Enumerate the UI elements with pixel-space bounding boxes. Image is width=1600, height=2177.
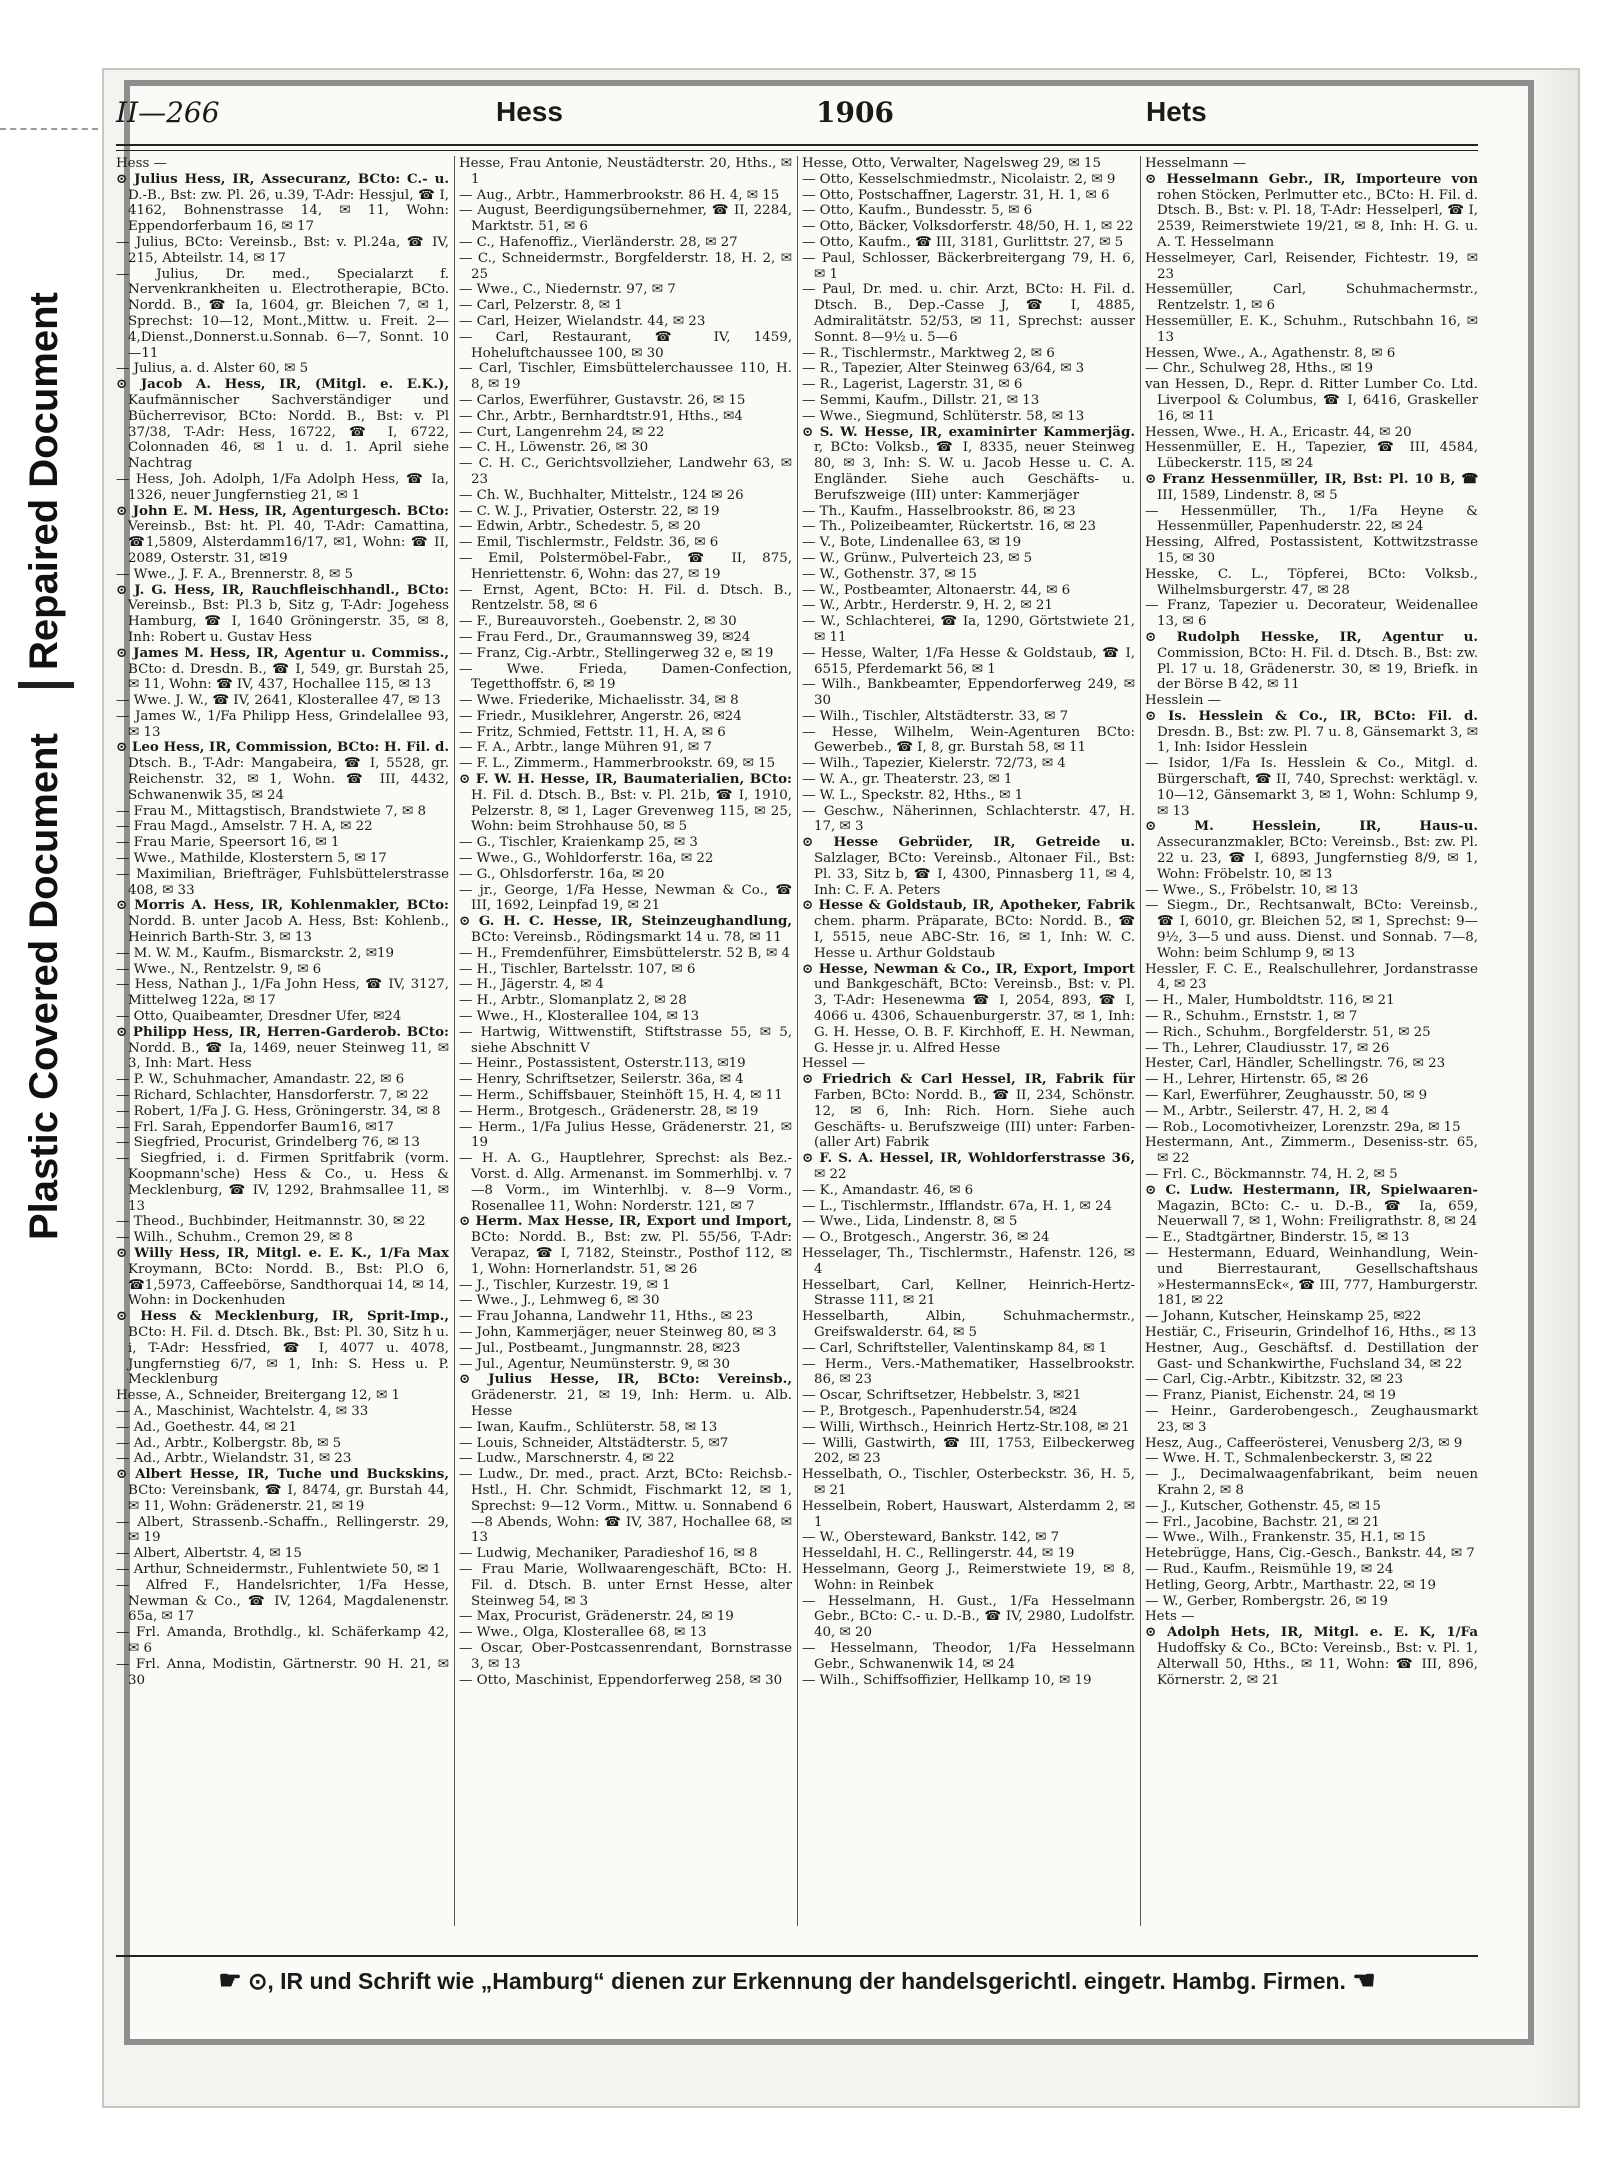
directory-entry: — Herm., Schiffsbauer, Steinhöft 15, H. 4, ✉ 11 — [459, 1088, 783, 1104]
directory-entry: Hestner, Aug., Geschäftsf. d. Destillation der Gast- und Schankwirthe, Fuchsland 34, ✉ 22 — [1145, 1340, 1478, 1372]
directory-entry: ⊙ James M. Hess, IR, Agentur u. Commiss., BCto: d. Dresdn. B., ☎ I, 549, gr. Burstah 25, ✉ 11, Wohn: ☎ IV, 437, Hochallee 115, ✉ 13 — [116, 644, 449, 693]
directory-entry: — John, Kammerjäger, neuer Steinweg 80, ✉ 3 — [459, 1324, 777, 1340]
directory-entry: — Carl, Tischler, Eimsbüttelerchaussee 110, H. 8, ✉ 19 — [459, 361, 792, 393]
directory-entry: — H., Arbtr., Slomanplatz 2, ✉ 28 — [459, 993, 687, 1009]
directory-entry: — Willi, Gastwirth, ☎ III, 1753, Eilbeckerweg 202, ✉ 23 — [802, 1435, 1135, 1467]
directory-entry: — Hessenmüller, Th., 1/Fa Heyne & Hessenmüller, Papenhuderstr. 22, ✉ 24 — [1145, 503, 1478, 535]
directory-entry: — Julius, BCto: Vereinsb., Bst: v. Pl.24a, ☎ IV, 215, Abteilstr. 14, ✉ 17 — [116, 234, 449, 266]
directory-entry: van Hessen, D., Repr. d. Ritter Lumber Co. Ltd. Liverpool & Columbus, ☎ I, 6416, Graskeller 16, ✉ 11 — [1145, 377, 1478, 424]
directory-entry: — Siegfried, Procurist, Grindelberg 76, ✉ 13 — [116, 1135, 420, 1151]
directory-entry: — Johann, Kutscher, Heinskamp 25, ✉22 — [1145, 1309, 1422, 1325]
directory-entry: — Hestermann, Eduard, Weinhandlung, Wein- und Bierrestaurant, Gesellschaftshaus »HestermannsEck«, ☎ III, 777, Hamburgerstr. 181, ✉ 22 — [1145, 1245, 1478, 1309]
directory-entry: Hesslein — — [1145, 693, 1222, 709]
pointing-hand-right-icon: ☚ — [1352, 1965, 1376, 1995]
directory-entry: Hessemüller, E. K., Schuhm., Rutschbahn 16, ✉ 13 — [1145, 313, 1478, 345]
page-number: II—266 — [116, 96, 220, 129]
directory-entry: — Hesse, Walter, 1/Fa Hesse & Goldstaub, ☎ I, 6515, Pferdemarkt 56, ✉ 1 — [802, 645, 1135, 677]
directory-entry: — Wwe., S., Fröbelstr. 10, ✉ 13 — [1145, 882, 1359, 898]
directory-entry: — Wwe., Wilh., Frankenstr. 35, H.1, ✉ 15 — [1145, 1530, 1426, 1546]
directory-entry: — Emil, Tischlermstr., Feldstr. 36, ✉ 6 — [459, 535, 719, 551]
directory-entry: — Rob., Locomotivheizer, Lorenzstr. 29a, ✉ 15 — [1145, 1119, 1461, 1135]
directory-entry: — R., Tischlermstr., Marktweg 2, ✉ 6 — [802, 345, 1055, 361]
directory-entry: — R., Lagerist, Lagerstr. 31, ✉ 6 — [802, 377, 1023, 393]
directory-entry: ⊙ Morris A. Hess, IR, Kohlenmakler, BCto: Nordd. B. unter Jacob A. Hess, Bst: Kohlenb., Heinrich Barth-Str. 3, ✉ 13 — [116, 897, 449, 946]
directory-entry: ⊙ Friedrich & Carl Hessel, IR, Fabrik für Farben, BCto: Nordd. B., ☎ II, 234, Schönstr. 12, ✉ 6, Inh: Rich. Horn. Siehe auch Geschäfts- u. Berufszweige (III) unter: Farben- (aller Art) Fabrik — [802, 1071, 1135, 1151]
directory-entry: Hesske, C. L., Töpferei, BCto: Volksb., Wilhelmsburgerstr. 47, ✉ 28 — [1145, 566, 1478, 598]
directory-entry: — Wwe., Siegmund, Schlüterstr. 58, ✉ 13 — [802, 408, 1085, 424]
footer-note: ⊙, IR und Schrift wie „Hamburg“ dienen zur Erkennung der handelsgerichtl. eingetr. Hambg. Firmen. — [248, 1968, 1346, 1994]
directory-entry: Hesselager, Th., Tischlermstr., Hafenstr. 126, ✉ 4 — [802, 1245, 1135, 1277]
directory-entry: — L., Tischlermstr., Ifflandstr. 67a, H. 1, ✉ 24 — [802, 1198, 1113, 1214]
directory-entry: — Frau Johanna, Landwehr 11, Hths., ✉ 23 — [459, 1309, 754, 1325]
directory-entry: — Carl, Pelzerstr. 8, ✉ 1 — [459, 298, 623, 314]
directory-entry: — C. H., Löwenstr. 26, ✉ 30 — [459, 440, 649, 456]
directory-entry: — Franz, Cig.-Arbtr., Stellingerweg 32 e, ✉ 19 — [459, 645, 774, 661]
directory-entry: — Wwe., H., Klosterallee 104, ✉ 13 — [459, 1009, 700, 1025]
directory-entry: — Arthur, Schneidermstr., Fuhlentwiete 50, ✉ 1 — [116, 1561, 441, 1577]
label-divider — [18, 682, 74, 688]
directory-entry: — Ad., Arbtr., Wielandstr. 31, ✉ 23 — [116, 1451, 352, 1467]
directory-entry: — Aug., Arbtr., Hammerbrookstr. 86 H. 4, ✉ 15 — [459, 187, 780, 203]
directory-entry: Hesseldahl, H. C., Rellingerstr. 44, ✉ 19 — [802, 1546, 1075, 1562]
directory-entry: — Wilh., Schiffsoffizier, Hellkamp 10, ✉ 19 — [802, 1672, 1092, 1688]
directory-entry: ⊙ F. W. H. Hesse, IR, Baumaterialien, BCto: H. Fil. d. Dtsch. B., Bst: v. Pl. 21b, ☎ I, 1910, Pelzerstr. 8, ✉ 1, Lager Grevenweg 115, ✉ 25, Wohn: beim Strohhause 50, ✉ 5 — [459, 771, 792, 835]
directory-entry: — Frl. Anna, Modistin, Gärtnerstr. 90 H. 21, ✉ 30 — [116, 1656, 449, 1688]
directory-entry: — James W., 1/Fa Philipp Hess, Grindelallee 93, ✉ 13 — [116, 708, 449, 740]
directory-entry: Hessing, Alfred, Postassistent, Kottwitzstrasse 15, ✉ 30 — [1145, 535, 1478, 566]
directory-entry: — Wwe., J. F. A., Brennerstr. 8, ✉ 5 — [116, 566, 354, 582]
directory-entry: — Siegm., Dr., Rechtsanwalt, BCto: Vereinsb., ☎ I, 6010, gr. Bleichen 52, ✉ 1, Sprechst: 9—9½, 3—5 und auss. Dienst. und Sonnab. 7—8, Wohn: beim Schlump 9, ✉ 13 — [1145, 898, 1478, 961]
directory-entry: — Frl. C., Böckmannstr. 74, H. 2, ✉ 5 — [1145, 1167, 1398, 1182]
directory-entry: — Ludwig, Mechaniker, Paradieshof 16, ✉ 8 — [459, 1546, 758, 1562]
directory-entry: — Frau Marie, Wollwaarengeschäft, BCto: H. Fil. d. Dtsch. B. unter Ernst Hesse, alter Steinweg 54, ✉ 3 — [459, 1561, 792, 1609]
directory-entry: — Wwe., N., Rentzelstr. 9, ✉ 6 — [116, 961, 322, 977]
directory-entry: — Wwe., Olga, Klosterallee 68, ✉ 13 — [459, 1625, 707, 1641]
directory-entry: Hessen, Wwe., H. A., Ericastr. 44, ✉ 20 — [1145, 424, 1412, 440]
directory-entry: Hesselbart, Carl, Kellner, Heinrich-Hertz-Strasse 111, ✉ 21 — [802, 1277, 1135, 1309]
directory-entry: — Hess, Nathan J., 1/Fa John Hess, ☎ IV, 3127, Mittelweg 122a, ✉ 17 — [116, 977, 449, 1009]
directory-entry: Hesselbein, Robert, Hauswart, Alsterdamm 2, ✉ 1 — [802, 1498, 1135, 1530]
directory-entry: — R., Tapezier, Alter Steinweg 63/64, ✉ 3 — [802, 361, 1085, 377]
directory-entry: — Frau M., Mittagstisch, Brandstwiete 7, ✉ 8 — [116, 803, 426, 819]
directory-entry: — Carl, Restaurant, ☎ IV, 1459, Hoheluftchaussee 100, ✉ 30 — [459, 329, 792, 361]
directory-entry: — H., Jägerstr. 4, ✉ 4 — [459, 977, 605, 993]
directory-entry: — Otto, Kesselschmiedmstr., Nicolaistr. 2, ✉ 9 — [802, 171, 1116, 187]
directory-entry: — Chr., Arbtr., Bernhardtstr.91, Hths., ✉4 — [459, 408, 743, 424]
directory-entry: Hess — — [116, 156, 167, 171]
directory-entry: ⊙ Franz Hessenmüller, IR, Bst: Pl. 10 B, ☎ III, 1589, Lindenstr. 8, ✉ 5 — [1145, 470, 1478, 503]
directory-entry: — Wilh., Bankbeamter, Eppendorferweg 249, ✉ 30 — [802, 677, 1135, 709]
directory-entry: — J., Decimalwaagenfabrikant, beim neuen Krahn 2, ✉ 8 — [1145, 1467, 1478, 1498]
directory-entry: — Wwe., J., Lehmweg 6, ✉ 30 — [459, 1293, 660, 1309]
directory-entry: — C., Schneidermstr., Borgfelderstr. 18, H. 2, ✉ 25 — [459, 250, 792, 282]
directory-entry: ⊙ Hess & Mecklenburg, IR, Sprit-Imp., BCto: H. Fil. d. Dtsch. Bk., Bst: Pl. 30, Sitz h u. i, T-Adr: Hessfried, ☎ I, 4077 u. 4078, Jungfernstieg 6/7, ✉ 1, Inh: S. Hess u. P. Mecklenburg — [116, 1308, 449, 1388]
directory-entry: — A., Maschinist, Wachtelstr. 4, ✉ 33 — [116, 1403, 369, 1419]
directory-entry: — Albert, Albertstr. 4, ✉ 15 — [116, 1546, 302, 1562]
directory-entry: — O., Brotgesch., Angerstr. 36, ✉ 24 — [802, 1230, 1050, 1246]
directory-entry: — Wwe. J. W., ☎ IV, 2641, Klosterallee 47, ✉ 13 — [116, 693, 441, 709]
directory-entry: ⊙ Leo Hess, IR, Commission, BCto: H. Fil. d. Dtsch. B., T-Adr: Mangabeira, ☎ I, 5528, gr. Reichenstr. 32, ✉ 1, Wohn. ☎ III, 4432, Schwanenwik 35, ✉ 24 — [116, 739, 449, 803]
directory-entry: — Ch. W., Buchhalter, Mittelstr., 124 ✉ 26 — [459, 487, 744, 503]
directory-entry: ⊙ F. S. A. Hessel, IR, Wohldorferstrasse 36, ✉ 22 — [802, 1150, 1135, 1182]
directory-entry: — Oscar, Schriftsetzer, Hebbelstr. 3, ✉21 — [802, 1388, 1082, 1404]
directory-entry: — W., Arbtr., Herderstr. 9, H. 2, ✉ 21 — [802, 598, 1053, 614]
directory-entry: — Wwe. Frieda, Damen-Confection, Tegetthoffstr. 6, ✉ 19 — [459, 661, 792, 693]
header-rule — [116, 144, 1478, 146]
directory-entry: — J., Tischler, Kurzestr. 19, ✉ 1 — [459, 1277, 671, 1293]
directory-entry: — Wilh., Tapezier, Kielerstr. 72/73, ✉ 4 — [802, 756, 1066, 772]
directory-entry: — Herm., 1/Fa Julius Hesse, Grädenerstr. 21, ✉ 19 — [459, 1119, 792, 1151]
directory-entry: Hessel — — [802, 1056, 866, 1072]
directory-entry: — Ludw., Marschnerstr. 4, ✉ 22 — [459, 1451, 675, 1467]
directory-entry: — Rud., Kaufm., Reismühle 19, ✉ 24 — [1145, 1561, 1394, 1577]
directory-entry: ⊙ Hesse & Goldstaub, IR, Apotheker, Fabrik chem. pharm. Präparate, BCto: Nordd. B., ☎ I, 5515, neue ABC-Str. 16, ✉ 1, Inh: W. C. Hesse u. Arthur Goldstaub — [802, 897, 1135, 961]
directory-entry: Hesselbath, O., Tischler, Osterbeckstr. 36, H. 5, ✉ 21 — [802, 1467, 1135, 1498]
directory-entry: — F. L., Zimmerm., Hammerbrookstr. 69, ✉ 15 — [459, 756, 776, 772]
directory-entry: — J., Kutscher, Gothenstr. 45, ✉ 15 — [1145, 1498, 1381, 1514]
directory-entry: — W., Gothenstr. 37, ✉ 15 — [802, 566, 977, 582]
directory-entry: ⊙ Jacob A. Hess, IR, (Mitgl. e. E.K.), Kaufmännischer Sachverständiger und Bücherrevisor, BCto: Nordd. B., Bst: v. Pl 37/38, T-Adr: Hess, 16722, ☎ I, 6722, Colonnaden 46, ✉ 1 u. d. 1. April siehe Nachtrag — [116, 376, 449, 472]
directory-entry: — Wwe., C., Niedernstr. 97, ✉ 7 — [459, 282, 676, 298]
directory-entry: — Ad., Goethestr. 44, ✉ 21 — [116, 1419, 298, 1435]
directory-entry: Hessemüller, Carl, Schuhmachermstr., Rentzelstr. 1, ✉ 6 — [1145, 282, 1478, 314]
directory-entry: — W., Gerber, Rombergstr. 26, ✉ 19 — [1145, 1593, 1388, 1609]
directory-entry: — Otto, Kaufm., Bundesstr. 5, ✉ 6 — [802, 203, 1033, 219]
directory-entry: — Franz, Pianist, Eichenstr. 24, ✉ 19 — [1145, 1388, 1396, 1404]
directory-entry: — Curt, Langenrehm 24, ✉ 22 — [459, 424, 665, 440]
column-1 — [116, 156, 449, 1926]
directory-entry: — E., Stadtgärtner, Binderstr. 15, ✉ 13 — [1145, 1230, 1410, 1246]
page-header — [116, 88, 1496, 142]
directory-entry: — Herm., Vers.-Mathematiker, Hasselbrookstr. 86, ✉ 23 — [802, 1356, 1135, 1388]
directory-entry: — G., Ohlsdorferstr. 16a, ✉ 20 — [459, 866, 665, 882]
directory-entry: — Heinr., Postassistent, Osterstr.113, ✉19 — [459, 1056, 746, 1072]
directory-entry: — Ernst, Agent, BCto: H. Fil. d. Dtsch. B., Rentzelstr. 58, ✉ 6 — [459, 582, 792, 614]
directory-entry: — Ludw., Dr. med., pract. Arzt, BCto: Reichsb.-Hstl., H. Chr. Schmidt, Fischmarkt 12, ✉ 1, Sprechst: 9—12 Vorm., Mittw. u. Sonnabend 6—8 Abends, Wohn: ☎ IV, 387, Hochallee 68, ✉ 13 — [459, 1467, 792, 1546]
directory-entry: — Paul, Schlosser, Bäckerbreitergang 79, H. 6, ✉ 1 — [802, 250, 1135, 282]
directory-entry: — Wwe., Mathilde, Klosterstern 5, ✉ 17 — [116, 851, 387, 867]
directory-entry: — Ad., Arbtr., Kolbergstr. 8b, ✉ 5 — [116, 1435, 342, 1451]
directory-entry: — M. W. M., Kaufm., Bismarckstr. 2, ✉19 — [116, 945, 394, 961]
directory-entry: — H., Lehrer, Hirtenstr. 65, ✉ 26 — [1145, 1072, 1369, 1088]
directory-entry: — F. A., Arbtr., lange Mühren 91, ✉ 7 — [459, 740, 712, 756]
directory-entry: — August, Beerdigungsübernehmer, ☎ II, 2284, Marktstr. 51, ✉ 6 — [459, 203, 792, 235]
directory-entry: ⊙ Julius Hesse, IR, BCto: Vereinsb., Grädenerstr. 21, ✉ 19, Inh: Herm. u. Alb. Hesse — [459, 1371, 792, 1419]
directory-entry: ⊙ Julius Hess, IR, Assecuranz, BCto: C.- u. D.-B., Bst: zw. Pl. 26, u.39, T-Adr: Hessjul, ☎ I, 4162, Bohnenstrasse 14, ✉ 11, Wohn: Eppendorferbaum 16, ✉ 17 — [116, 170, 449, 235]
directory-entry: — Emil, Polstermöbel-Fabr., ☎ II, 875, Henriettenstr. 6, Wohn: das 27, ✉ 19 — [459, 550, 792, 582]
directory-entry: — Frl. Sarah, Eppendorfer Baum16, ✉17 — [116, 1119, 394, 1135]
column-3 — [802, 156, 1135, 1926]
directory-entry: — Willi, Wirthsch., Heinrich Hertz-Str.108, ✉ 21 — [802, 1419, 1130, 1435]
directory-entry: ⊙ Adolph Hets, IR, Mitgl. e. E. K, 1/Fa Hudoffsky & Co., BCto: Vereinsb., Bst: v. Pl. 1, Alterwall 50, Hths., ✉ 11, Wohn: ☎ III, 896, Körnerstr. 2, ✉ 21 — [1145, 1624, 1478, 1688]
directory-entry: — Hartwig, Wittwenstift, Stiftstrasse 55, ✉ 5, siehe Abschnitt V — [459, 1024, 792, 1056]
directory-entry: Hesselmeyer, Carl, Reisender, Fichtestr. 19, ✉ 23 — [1145, 250, 1478, 282]
directory-entry: ⊙ J. G. Hess, IR, Rauchfleischhandl., BCto: Vereinsb., Bst: Pl.3 b, Sitz g, T-Adr: Jogehess Hamburg, ☎ I, 1640 Gröningerstr. 35, ✉ 8, Inh: Robert u. Gustav Hess — [116, 581, 449, 645]
directory-entry: — Carlos, Ewerführer, Gustavstr. 26, ✉ 15 — [459, 392, 746, 408]
directory-entry: — H., Maler, Humboldtstr. 116, ✉ 21 — [1145, 993, 1395, 1009]
directory-entry: Hesselmann, Georg J., Reimerstwiete 19, ✉ 8, Wohn: in Reinbek — [802, 1561, 1135, 1593]
directory-entry: ⊙ Albert Hesse, IR, Tuche und Buckskins, BCto: Vereinsbank, ☎ I, 8474, gr. Burstah 44, ✉ 11, Wohn: Grädenerstr. 21, ✉ 19 — [116, 1466, 449, 1514]
directory-entry: — Frau Ferd., Dr., Graumannsweg 39, ✉24 — [459, 629, 751, 645]
directory-entry: — Max, Procurist, Grädenerstr. 24, ✉ 19 — [459, 1609, 734, 1625]
directory-entry: — Otto, Maschinist, Eppendorferweg 258, ✉ 30 — [459, 1672, 783, 1688]
directory-entry: Hetling, Georg, Arbtr., Marthastr. 22, ✉ 19 — [1145, 1577, 1436, 1593]
label-strip — [0, 0, 100, 2177]
directory-entry: ⊙ John E. M. Hess, IR, Agenturgesch. BCto: Vereinsb., Bst: ht. Pl. 40, T-Adr: Camattina, ☎1,5809, Alsterdamm16/17, ✉1, Wohn: ☎ II, 2089, Osterstr. 31, ✉19 — [116, 502, 449, 566]
directory-entry: — Hesse, Wilhelm, Wein-Agenturen BCto: Gewerbeb., ☎ I, 8, gr. Burstah 58, ✉ 11 — [802, 724, 1135, 756]
directory-entry: — C. W. J., Privatier, Osterstr. 22, ✉ 19 — [459, 503, 720, 519]
directory-entry: — V., Bote, Lindenallee 63, ✉ 19 — [802, 535, 1022, 551]
directory-entry: — W., Postbeamter, Altonaerstr. 44, ✉ 6 — [802, 582, 1071, 598]
directory-columns — [116, 156, 1478, 1946]
directory-entry: — H., Fremdenführer, Eimsbüttelerstr. 52 B, ✉ 4 — [459, 945, 790, 961]
directory-entry: — Paul, Dr. med. u. chir. Arzt, BCto: H. Fil. d. Dtsch. B., Dep.-Casse J, ☎ I, 4885, Admiralitätstr. 52/53, ✉ 11, Sprechst: ausser Sonnt. 8—9½ u. 5—6 — [802, 282, 1135, 345]
directory-entry: Hessen, Wwe., A., Agathenstr. 8, ✉ 6 — [1145, 345, 1396, 361]
directory-entry: — Chr., Schulweg 28, Hths., ✉ 19 — [1145, 361, 1374, 377]
directory-entry: — Otto, Kaufm., ☎ III, 3181, Gurlittstr. 27, ✉ 5 — [802, 234, 1124, 250]
dashed-guide — [0, 128, 98, 130]
directory-entry: — Carl, Cig.-Arbtr., Kibitzstr. 32, ✉ 23 — [1145, 1372, 1404, 1388]
directory-entry: — Rich., Schuhm., Borgfelderstr. 51, ✉ 25 — [1145, 1024, 1431, 1040]
directory-entry: Hessler, F. C. E., Realschullehrer, Jordanstrasse 4, ✉ 23 — [1145, 961, 1478, 993]
directory-entry: Hetebrügge, Hans, Cig.-Gesch., Bankstr. 44, ✉ 7 — [1145, 1546, 1475, 1562]
directory-entry: — W., Schlachterei, ☎ Ia, 1290, Görtstwiete 21, ✉ 11 — [802, 614, 1135, 645]
directory-entry: — Jul., Agentur, Neumünsterstr. 9, ✉ 30 — [459, 1356, 730, 1372]
directory-entry: — W. A., gr. Theaterstr. 23, ✉ 1 — [802, 772, 1013, 788]
directory-entry: ⊙ Hesselmann Gebr., IR, Importeure von rohen Stöcken, Perlmutter etc., BCto: H. Fil. d. Dtsch. B., Bst: v. Pl. 18, T-Adr: Hesselperl, ☎ I, 2539, Reimerstwiete 19/21, ✉ 8, Inh: H. G. u. A. T. Hesselmann — [1145, 170, 1478, 250]
directory-entry: Hessenmüller, E. H., Tapezier, ☎ III, 4584, Lübeckerstr. 115, ✉ 24 — [1145, 440, 1478, 472]
directory-entry: — Wilh., Schuhm., Cremon 29, ✉ 8 — [116, 1230, 353, 1246]
directory-entry: ⊙ Willy Hess, IR, Mitgl. e. E. K., 1/Fa Max Kroymann, BCto: Nordd. B., Bst: Pl.O 6, ☎1,5973, Caffeebörse, Sandthorquai 14, ✉ 14, Wohn: in Dockenhuden — [116, 1244, 449, 1309]
directory-entry: ⊙ Rudolph Hesske, IR, Agentur u. Commission, BCto: H. Fil. d. Dtsch. B., Bst: zw. Pl. 17 u. 18, Grädenerstr. 30, ✉ 19, Briefk. in der Börse B 42, ✉ 11 — [1145, 628, 1478, 693]
header-right-keyword: Hets — [1146, 96, 1207, 127]
directory-entry: — Hess, Joh. Adolph, 1/Fa Adolph Hess, ☎ Ia, 1326, neuer Jungfernstieg 21, ✉ 1 — [116, 471, 449, 503]
pointing-hand-left-icon: ☛ — [218, 1965, 242, 1995]
directory-entry: — Wwe., G., Wohldorferstr. 16a, ✉ 22 — [459, 851, 714, 867]
directory-entry: — Julius, a. d. Alster 60, ✉ 5 — [116, 361, 309, 377]
directory-entry: — Frau Magd., Amselstr. 7 H. A, ✉ 22 — [116, 819, 373, 835]
directory-entry: — K., Amandastr. 46, ✉ 6 — [802, 1182, 974, 1198]
directory-entry: — Otto, Bäcker, Volksdorferstr. 48/50, H. 1, ✉ 22 — [802, 219, 1134, 235]
directory-entry: ⊙ S. W. Hesse, IR, examinirter Kammerjäg. r, BCto: Volksb., ☎ I, 8335, neuer Steinweg 80, ✉ 3, Inh: S. W. u. Jacob Hesse u. C. A. Engländer. Siehe auch Geschäfts- u. Berufszweige (III) unter: Kammerjäger — [802, 423, 1135, 503]
directory-entry: ⊙ Hesse Gebrüder, IR, Getreide u. Salzlager, BCto: Vereinsb., Altonaer Fil., Bst: Pl. 33, Sitz b, ☎ I, 4300, Pinnasberg 11, ✉ 4, Inh: C. F. A. Peters — [802, 834, 1135, 898]
directory-entry: — Hesselmann, H. Gust., 1/Fa Hesselmann Gebr., BCto: C.- u. D.-B., ☎ IV, 2980, Ludolfstr. 40, ✉ 20 — [802, 1593, 1135, 1641]
directory-entry: — H., Tischler, Bartelsstr. 107, ✉ 6 — [459, 961, 696, 977]
directory-entry: Hesselbarth, Albin, Schuhmachermstr., Greifswalderstr. 64, ✉ 5 — [802, 1309, 1135, 1340]
directory-entry: — Richard, Schlachter, Hansdorferstr. 7, ✉ 22 — [116, 1088, 429, 1104]
directory-entry: — Theod., Buchbinder, Heitmannstr. 30, ✉ 22 — [116, 1214, 426, 1230]
column-divider — [1140, 156, 1141, 1926]
directory-entry: — P., Brotgesch., Papenhuderstr.54, ✉24 — [802, 1403, 1078, 1419]
directory-entry: Hesz, Aug., Caffeerösterei, Venusberg 2/3, ✉ 9 — [1145, 1435, 1463, 1451]
page-edge-shadow — [1538, 70, 1578, 2106]
directory-entry: ⊙ Philipp Hess, IR, Herren-Garderob. BCto: Nordd. B., ☎ Ia, 1469, neuer Steinweg 11, ✉ 3, Inh: Mart. Hess — [116, 1023, 449, 1072]
directory-entry: — H. A. G., Hauptlehrer, Sprechst: als Bez.-Vorst. d. Allg. Armenanst. im Sommerhlbj. v. 7—8 Vorm., im Winterhlbj. v. 8—9 Vorm., Rosenallee 11, Wohn: Norderstr. 121, ✉ 7 — [459, 1151, 792, 1214]
directory-entry: — Jul., Postbeamt., Jungmannstr. 28, ✉23 — [459, 1340, 741, 1356]
header-left-keyword: Hess — [496, 96, 563, 127]
directory-entry: — Karl, Ewerführer, Zeughausstr. 50, ✉ 9 — [1145, 1088, 1428, 1104]
directory-entry: — R., Schuhm., Ernststr. 1, ✉ 7 — [1145, 1009, 1358, 1025]
directory-entry: Hets — — [1145, 1609, 1195, 1625]
directory-entry: — Oscar, Ober-Postcassenrendant, Bornstrasse 3, ✉ 13 — [459, 1640, 792, 1672]
directory-entry: Hesse, Otto, Verwalter, Nagelsweg 29, ✉ 15 — [802, 156, 1101, 171]
directory-entry: — Robert, 1/Fa J. G. Hess, Gröningerstr. 34, ✉ 8 — [116, 1103, 441, 1119]
directory-entry: — Edwin, Arbtr., Schedestr. 5, ✉ 20 — [459, 519, 701, 535]
directory-entry: — P. W., Schuhmacher, Amandastr. 22, ✉ 6 — [116, 1072, 405, 1088]
header-year: 1906 — [816, 96, 894, 129]
directory-entry: — Albert, Strassenb.-Schaffn., Rellingerstr. 29, ✉ 19 — [116, 1514, 449, 1546]
header-rule-thin — [116, 150, 1478, 151]
directory-entry: ⊙ C. Ludw. Hestermann, IR, Spielwaaren-Magazin, BCto: C.- u. D.-B., ☎ Ia, 659, Neuerwall 7, ✉ 1, Wohn: Freiligrathstr. 8, ✉ 24 — [1145, 1181, 1478, 1230]
directory-entry: — Maximilian, Briefträger, Fuhlsbüttelerstrasse 408, ✉ 33 — [116, 866, 449, 898]
directory-entry: ⊙ Is. Hesslein & Co., IR, BCto: Fil. d. Dresdn. B., Bst: zw. Pl. 7 u. 8, Gänsemarkt 3, ✉ 1, Inh: Isidor Hesslein — [1145, 707, 1478, 756]
directory-entry: — Th., Polizeibeamter, Rückertstr. 16, ✉ 23 — [802, 519, 1097, 535]
directory-entry: — Julius, Dr. med., Specialarzt f. Nervenkrankheiten u. Electrotherapie, BCto. Nordd. B., ☎ Ia, 1604, gr. Bleichen 7, ✉ 1, Sprechst: 10—12, Mont.,Mittw. u. Freit. 2—4,Dienst.,Donnerst.u.Sonnab. 6—7, Sonnt. 10—11 — [116, 266, 449, 361]
directory-entry: — M., Arbtr., Seilerstr. 47, H. 2, ✉ 4 — [1145, 1103, 1390, 1119]
directory-entry: Hesse, Frau Antonie, Neustädterstr. 20, Hths., ✉ 1 — [459, 156, 792, 187]
column-divider — [797, 156, 798, 1926]
directory-entry: — Wwe. H. T., Schmalenbeckerstr. 3, ✉ 22 — [1145, 1451, 1433, 1467]
directory-entry: — W. L., Speckstr. 82, Hths., ✉ 1 — [802, 787, 1024, 803]
directory-entry: Hestiär, C., Friseurin, Grindelhof 16, Hths., ✉ 13 — [1145, 1324, 1477, 1340]
directory-entry: — Carl, Schriftsteller, Valentinskamp 84, ✉ 1 — [802, 1340, 1108, 1356]
directory-entry: — Wwe. Friederike, Michaelisstr. 34, ✉ 8 — [459, 693, 739, 709]
directory-entry: — Frl., Jacobine, Bachstr. 21, ✉ 21 — [1145, 1514, 1380, 1530]
column-2 — [459, 156, 792, 1926]
directory-entry: ⊙ Herm. Max Hesse, IR, Export und Import, BCto: Nordd. B., Bst: zw. Pl. 55/56, T-Adr: Verapaz, ☎ I, 7182, Steinstr., Posthof 112, ✉ 1, Wohn: Hornerlandstr. 51, ✉ 26 — [459, 1213, 792, 1277]
directory-entry: — Frl. Amanda, Brothdlg., kl. Schäferkamp 42, ✉ 6 — [116, 1625, 449, 1656]
directory-entry: — Otto, Quaibeamter, Dresdner Ufer, ✉24 — [116, 1009, 402, 1025]
column-divider — [454, 156, 455, 1926]
directory-entry: ⊙ Hesse, Newman & Co., IR, Export, Import und Bankgeschäft, BCto: Vereinsb., Bst: v. Pl. 3, T-Adr: Hesenewma ☎ I, 2054, 893, ☎ I, 4066 u. 4306, Schauenburgerstr. 37, ✉ 1, Inh: G. H. Hesse, O. B. F. Kirchhoff, E. H. Newman, G. Hesse jr. u. Alfred Hesse — [802, 960, 1135, 1056]
directory-entry: — W., Obersteward, Bankstr. 142, ✉ 7 — [802, 1530, 1060, 1546]
directory-entry: — Alfred F., Handelsrichter, 1/Fa Hesse, Newman & Co., ☎ IV, 1264, Magdalenenstr. 65a, ✉ 17 — [116, 1577, 449, 1625]
directory-entry: — Frau Marie, Speersort 16, ✉ 1 — [116, 835, 340, 851]
column-4 — [1145, 156, 1478, 1926]
directory-entry: — Wwe., Lida, Lindenstr. 8, ✉ 5 — [802, 1214, 1018, 1230]
directory-entry: — C., Hafenoffiz., Vierländerstr. 28, ✉ 27 — [459, 234, 738, 250]
directory-entry: — Siegfried, i. d. Firmen Spritfabrik (vorm. Koopmann'sche) Hess & Co., u. Hess & Mecklenburg, ☎ IV, 1292, Brahmsallee 11, ✉ 13 — [116, 1151, 449, 1214]
directory-entry: — Heinr., Garderobengesch., Zeughausmarkt 23, ✉ 3 — [1145, 1403, 1478, 1435]
page-footer — [116, 1955, 1478, 1995]
directory-entry: — Iwan, Kaufm., Schlüterstr. 58, ✉ 13 — [459, 1419, 718, 1435]
directory-entry: Hesse, A., Schneider, Breitergang 12, ✉ 1 — [116, 1388, 401, 1404]
directory-entry: — F., Bureauvorsteh., Goebenstr. 2, ✉ 30 — [459, 614, 737, 630]
plastic-covered-label: Plastic Covered Document — [22, 733, 66, 1240]
directory-entry: — Semmi, Kaufm., Dillstr. 21, ✉ 13 — [802, 392, 1040, 408]
directory-entry: — Isidor, 1/Fa Is. Hesslein & Co., Mitgl. d. Bürgerschaft, ☎ II, 740, Sprechst: werktägl. v. 10—12, Gänsemarkt 3, ✉ 1, Wohn: Schlump 9, ✉ 13 — [1145, 756, 1478, 819]
directory-entry: — Th., Kaufm., Hasselbrookstr. 86, ✉ 23 — [802, 503, 1076, 519]
directory-entry: — Friedr., Musiklehrer, Angerstr. 26, ✉24 — [459, 708, 742, 724]
directory-entry: — Geschw., Näherinnen, Schlachterstr. 47, H. 17, ✉ 3 — [802, 803, 1135, 835]
directory-entry: ⊙ G. H. C. Hesse, IR, Steinzeughandlung, BCto: Vereinsb., Rödingsmarkt 14 u. 78, ✉ 11 — [459, 913, 792, 946]
directory-entry: — C. H. C., Gerichtsvollzieher, Landwehr 63, ✉ 23 — [459, 456, 792, 487]
directory-entry: — Henry, Schriftsetzer, Seilerstr. 36a, ✉ 4 — [459, 1072, 744, 1088]
directory-entry: Hestermann, Ant., Zimmerm., Deseniss-str. 65, ✉ 22 — [1145, 1135, 1478, 1167]
directory-entry: — jr., George, 1/Fa Hesse, Newman & Co., ☎ III, 1692, Leinpfad 19, ✉ 21 — [459, 882, 792, 914]
directory-entry: — G., Tischler, Kraienkamp 25, ✉ 3 — [459, 835, 698, 851]
directory-entry: — Franz, Tapezier u. Decorateur, Weidenallee 13, ✉ 6 — [1145, 598, 1478, 630]
directory-entry: — W., Grünw., Pulverteich 23, ✉ 5 — [802, 550, 1033, 566]
directory-entry: — Louis, Schneider, Altstädterstr. 5, ✉7 — [459, 1435, 729, 1451]
directory-entry: — Fritz, Schmied, Fettstr. 11, H. A, ✉ 6 — [459, 724, 726, 740]
repaired-document-label: Repaired Document — [22, 292, 66, 670]
directory-entry: — Carl, Heizer, Wielandstr. 44, ✉ 23 — [459, 313, 706, 329]
directory-entry: — Wilh., Tischler, Altstädterstr. 33, ✉ 7 — [802, 708, 1069, 724]
directory-entry: Hester, Carl, Händler, Schellingstr. 76, ✉ 23 — [1145, 1056, 1446, 1072]
directory-entry: ⊙ M. Hesslein, IR, Haus-u. Assecuranzmakler, BCto: Vereinsb., Bst: zw. Pl. 22 u. 23, ☎ I, 6893, Jungfernstieg 8/9, ✉ 1, Wohn: Fröbelstr. 10, ✉ 13 — [1145, 818, 1478, 882]
directory-entry: — Herm., Brotgesch., Grädenerstr. 28, ✉ 19 — [459, 1103, 759, 1119]
directory-entry: — Otto, Postschaffner, Lagerstr. 31, H. 1, ✉ 6 — [802, 187, 1110, 203]
directory-entry: — Hesselmann, Theodor, 1/Fa Hesselmann Gebr., Schwanenwik 14, ✉ 24 — [802, 1640, 1135, 1672]
directory-entry: — Th., Lehrer, Claudiusstr. 17, ✉ 26 — [1145, 1040, 1390, 1056]
directory-entry: Hesselmann — — [1145, 156, 1247, 171]
